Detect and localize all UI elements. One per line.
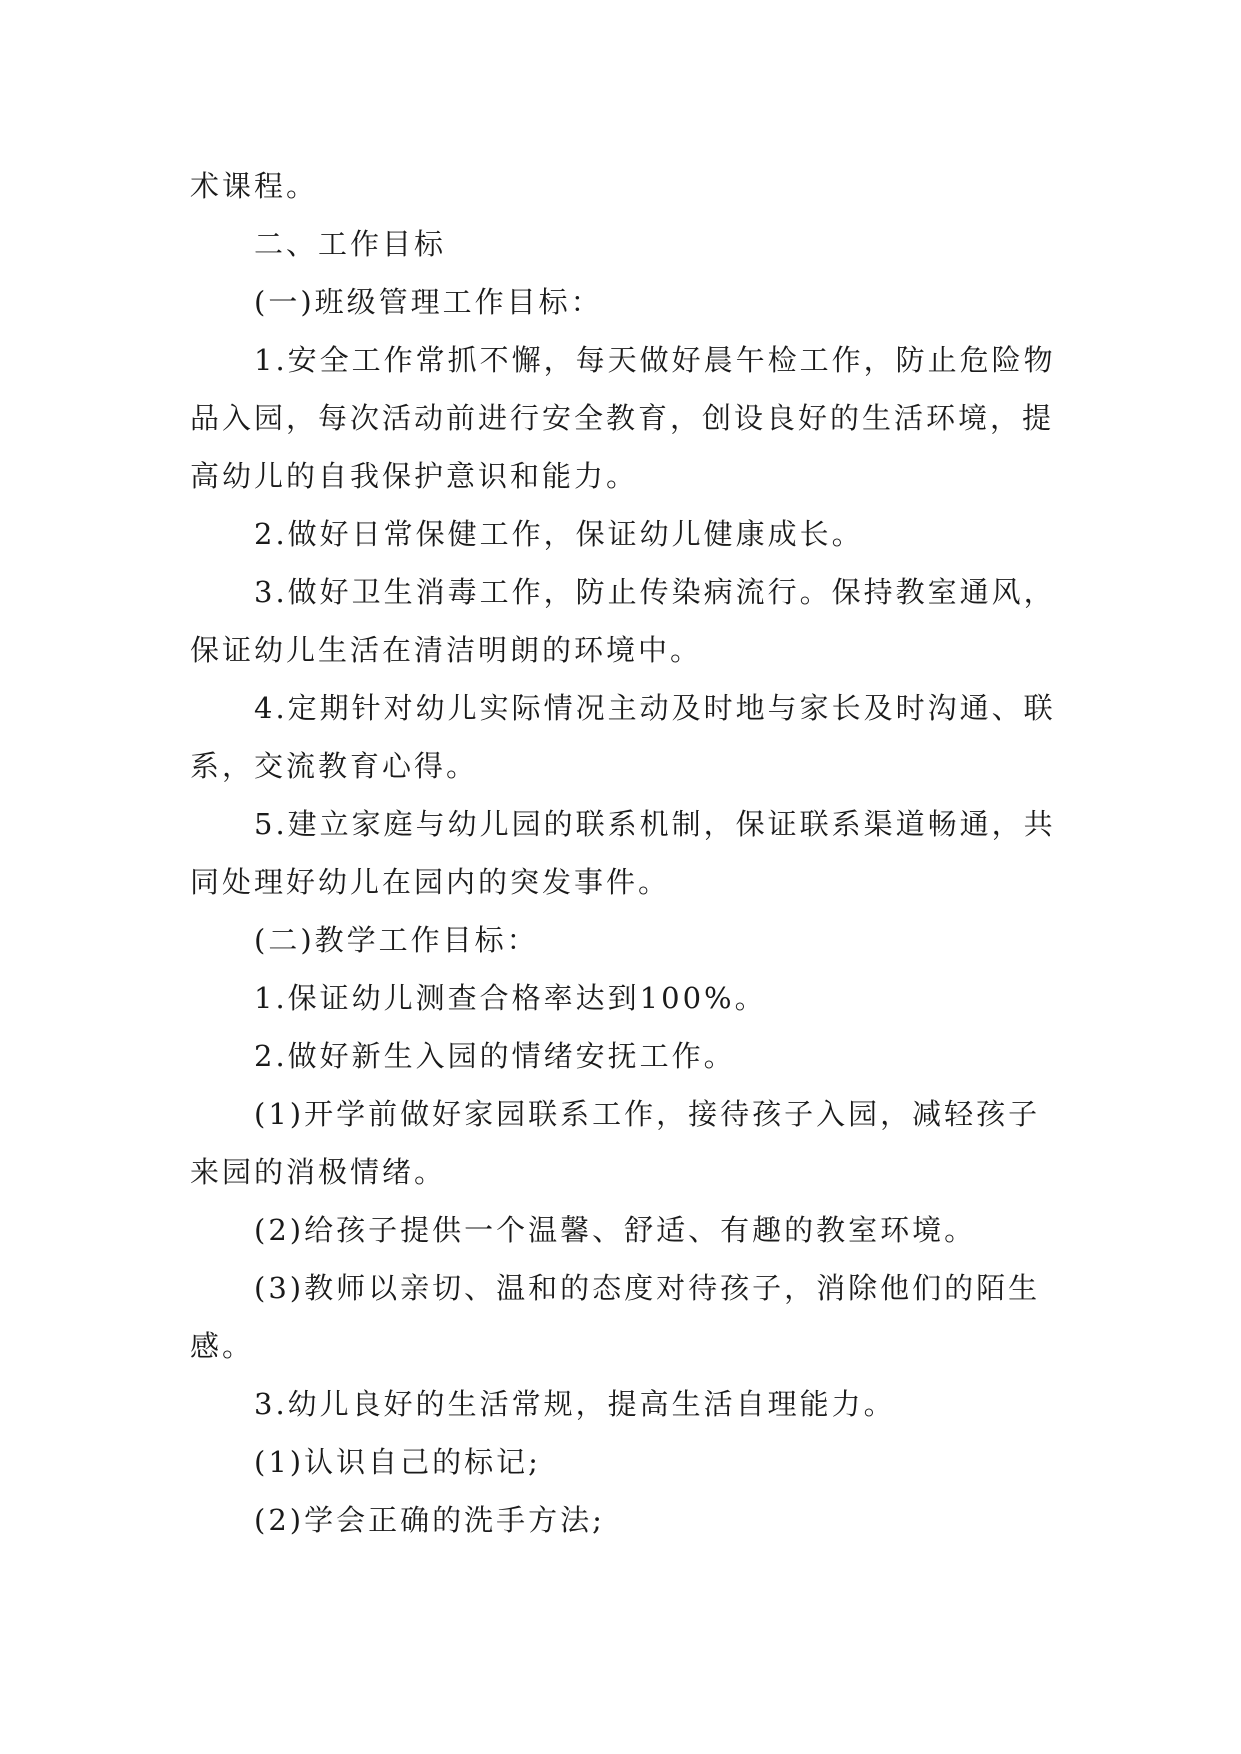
subsection-heading-class-management: (一)班级管理工作目标： [254, 285, 603, 319]
list-item: 2.做好新生入园的情绪安抚工作。 [254, 1039, 736, 1073]
list-item: 5.建立家庭与幼儿园的联系机制，保证联系渠道畅通，共同处理好幼儿在园内的突发事件。 [190, 807, 1056, 899]
section-heading-work-goals: 二、工作目标 [254, 227, 447, 261]
paragraph-continuation: 术课程。 [190, 169, 319, 203]
list-item: 3.幼儿良好的生活常规，提高生活自理能力。 [254, 1387, 896, 1421]
sub-list-item: (2)学会正确的洗手方法; [254, 1503, 605, 1537]
sub-list-item: (1)认识自己的标记; [254, 1445, 541, 1479]
list-item: 2.做好日常保健工作，保证幼儿健康成长。 [254, 517, 864, 551]
sub-list-item: (2)给孩子提供一个温馨、舒适、有趣的教室环境。 [254, 1213, 977, 1247]
list-item: 1.保证幼儿测查合格率达到100%。 [254, 981, 767, 1015]
subsection-heading-teaching: (二)教学工作目标： [254, 923, 539, 957]
sub-list-item: (3)教师以亲切、温和的态度对待孩子，消除他们的陌生感。 [190, 1271, 1041, 1363]
sub-list-item: (1)开学前做好家园联系工作，接待孩子入园，减轻孩子来园的消极情绪。 [190, 1097, 1041, 1189]
list-item: 3.做好卫生消毒工作，防止传染病流行。保持教室通风，保证幼儿生活在清洁明朗的环境中。 [190, 575, 1056, 667]
list-item: 4.定期针对幼儿实际情况主动及时地与家长及时沟通、联系，交流教育心得。 [190, 691, 1056, 783]
document-body [190, 157, 1070, 1549]
list-item: 1.安全工作常抓不懈，每天做好晨午检工作，防止危险物品入园，每次活动前进行安全教育，创设良好的生活环境，提高幼儿的自我保护意识和能力。 [190, 343, 1056, 493]
